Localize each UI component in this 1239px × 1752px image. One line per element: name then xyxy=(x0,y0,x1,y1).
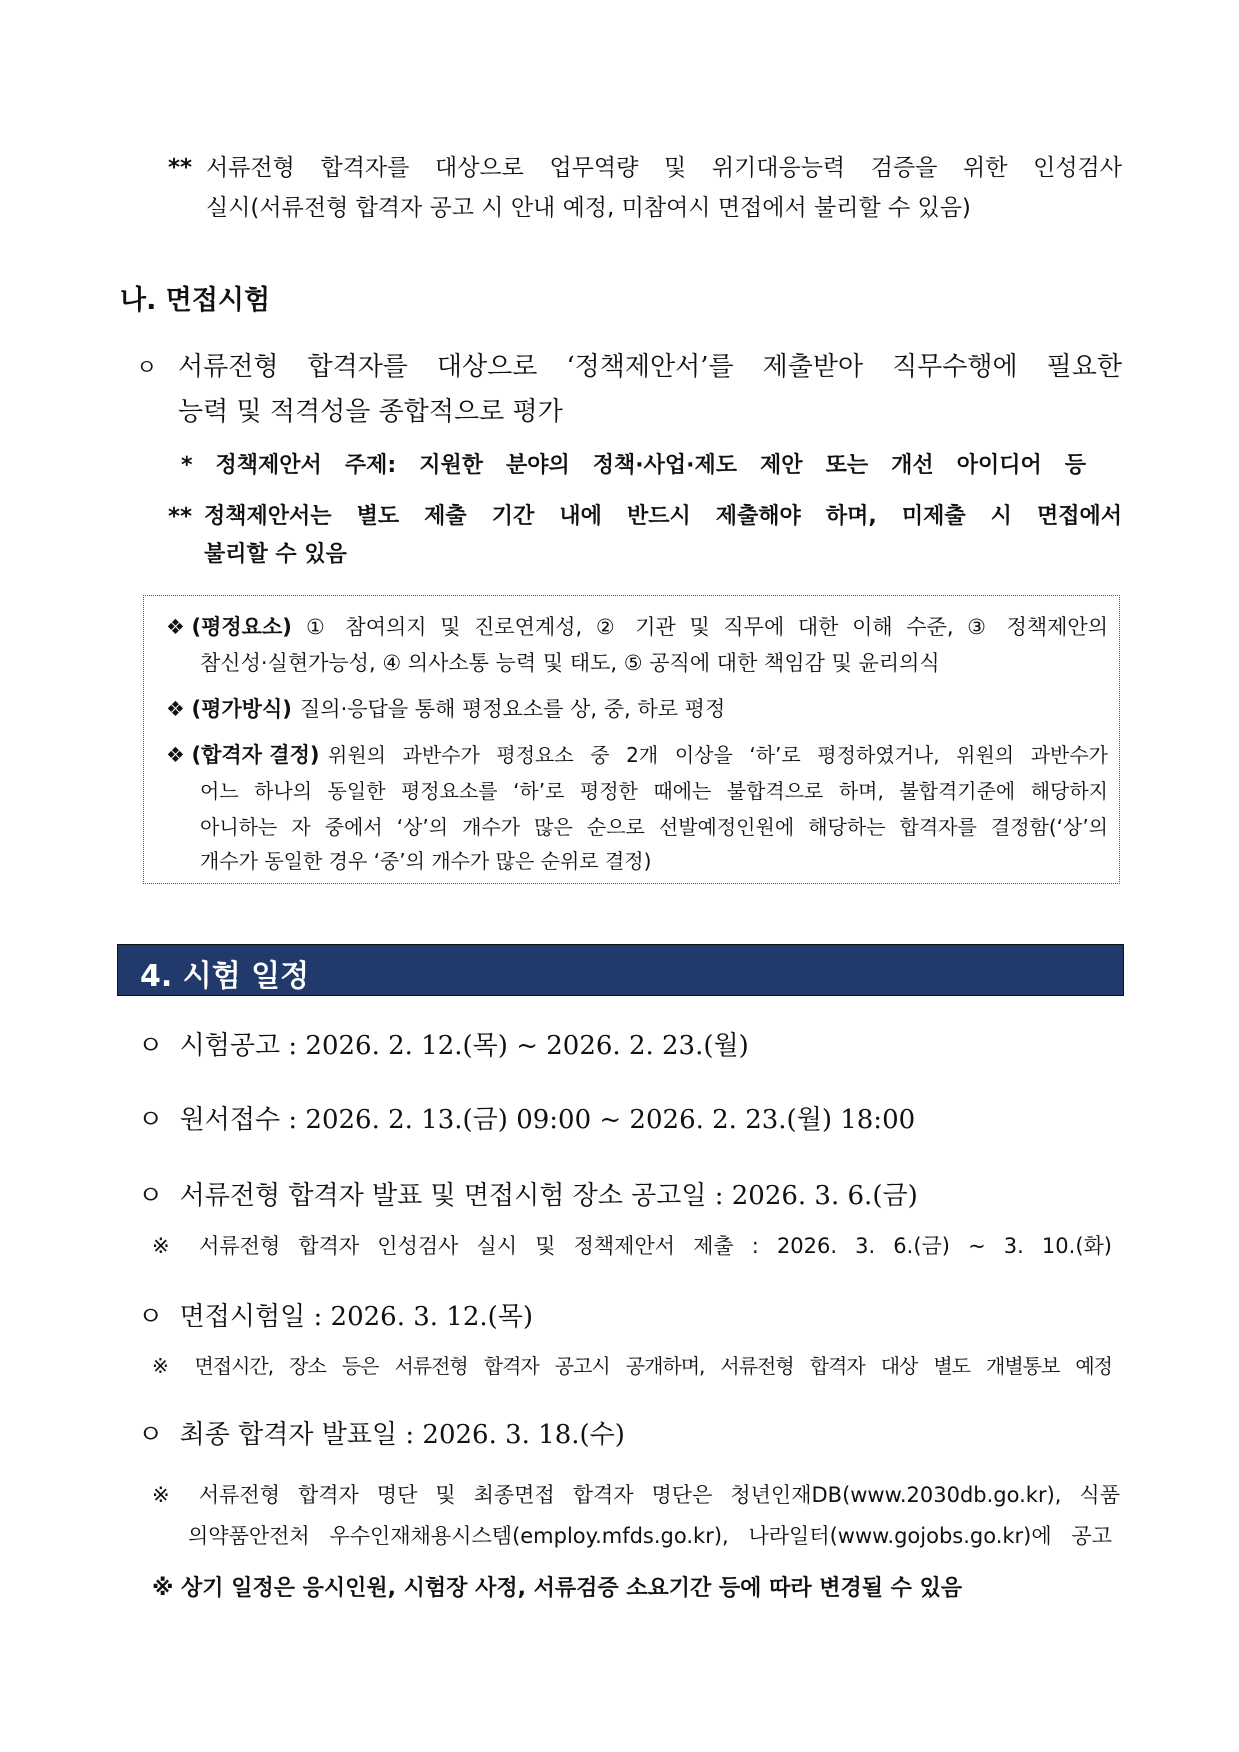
section-title: 4. 시험 일정 xyxy=(140,959,310,994)
schedule-item: ㅇ 서류전형 합격자 발표 및 면접시험 장소 공고일 : 2026. 3. 6.(금) xyxy=(138,1181,918,1211)
schedule-note: ※ 서류전형 합격자 명단 및 최종면접 합격자 명단은 청년인재DB(www.2030db.go.kr), 식품 xyxy=(152,1483,1120,1507)
schedule-text: 서류전형 합격자 발표 및 면접시험 장소 공고일 : 2026. 3. 6.(금) xyxy=(179,1181,918,1211)
item-text: 어느 하나의 동일한 평정요소를 ‘하’로 평정한 때에는 불합격으로 하며, 불합격기준에 해당하지 xyxy=(200,779,1108,803)
note-line: 실시(서류전형 합격자 공고 시 안내 예정, 미참여시 면접에서 불리할 수 있음) xyxy=(206,195,971,221)
item-text: 질의·응답을 통해 평정요소를 상, 중, 하로 평정 xyxy=(300,697,726,721)
schedule-item: ㅇ 면접시험일 : 2026. 3. 12.(목) xyxy=(138,1302,534,1332)
interview-note: 정책제안서는 별도 제출 기간 내에 반드시 제출해야 하며, 미제출 시 면접에서 xyxy=(204,504,1122,529)
bullet: ㅇ xyxy=(136,356,158,381)
schedule-final-note: ※ 상기 일정은 응시인원, 시험장 사정, 서류검증 소요기간 등에 따라 변경될 수 있음 xyxy=(152,1576,963,1601)
section-heading-interview: 나. 면접시험 xyxy=(120,285,271,316)
item-label: (합격자 결정) xyxy=(191,743,320,767)
schedule-note: ※ 면접시간, 장소 등은 서류전형 합격자 공고시 공개하며, 서류전형 합격자 대상 별도 개별통보 예정 xyxy=(152,1354,1112,1378)
interview-desc: 서류전형 합격자를 대상으로 ‘정책제안서’를 제출받아 직무수행에 필요한 xyxy=(178,352,1122,382)
schedule-text: 원서접수 : 2026. 2. 13.(금) 09:00 ~ 2026. 2. 23.(월) 18:00 xyxy=(179,1105,916,1135)
schedule-item: ㅇ 최종 합격자 발표일 : 2026. 3. 18.(수) xyxy=(138,1420,625,1450)
section-header-schedule xyxy=(117,944,1124,996)
interview-note: 불리할 수 있음 xyxy=(204,542,347,567)
schedule-note: ※ 서류전형 합격자 인성검사 실시 및 정책제안서 제출 : 2026. 3. 6.(금) ~ 3. 10.(화) xyxy=(152,1234,1112,1258)
schedule-item: ㅇ 시험공고 : 2026. 2. 12.(목) ~ 2026. 2. 23.(월) xyxy=(138,1031,749,1061)
item-text: 위원의 과반수가 평정요소 중 2개 이상을 ‘하’로 평정하였거나, 위원의 과반수가 xyxy=(328,743,1108,767)
interview-desc: 능력 및 적격성을 종합적으로 평가 xyxy=(178,397,563,427)
item-text: 아니하는 자 중에서 ‘상’의 개수가 많은 순으로 선발예정인원에 해당하는 합격자를 결정함(‘상’의 xyxy=(200,815,1108,839)
item-text: ① 참여의지 및 진로연계성, ② 기관 및 직무에 대한 이해 수준, ③ 정책제안의 xyxy=(306,615,1108,639)
schedule-item: ㅇ 원서접수 : 2026. 2. 13.(금) 09:00 ~ 2026. 2. 23.(월) 18:00 xyxy=(138,1105,916,1135)
note-prefix: ** xyxy=(168,504,193,530)
note-prefix: ** xyxy=(168,155,193,181)
schedule-text: 시험공고 : 2026. 2. 12.(목) ~ 2026. 2. 23.(월) xyxy=(179,1031,749,1061)
interview-note: * 정책제안서 주제: 지원한 분야의 정책·사업·제도 제안 또는 개선 아이디어 등 xyxy=(181,453,1086,478)
note-line: 서류전형 합격자를 대상으로 업무역량 및 위기대응능력 검증을 위한 인성검사 xyxy=(206,155,1122,181)
item-label: (평정요소) xyxy=(191,615,292,639)
item-text: 개수가 동일한 경우 ‘중’의 개수가 많은 순위로 결정) xyxy=(200,849,652,873)
item-text: 참신성·실현가능성, ④ 의사소통 능력 및 태도, ⑤ 공직에 대한 책임감 및 윤리의식 xyxy=(200,651,940,675)
schedule-note: 의약품안전처 우수인재채용시스템(employ.mfds.go.kr), 나라일터(www.gojobs.go.kr)에 공고 xyxy=(188,1524,1112,1548)
schedule-text: 면접시험일 : 2026. 3. 12.(목) xyxy=(179,1302,534,1332)
item-label: (평가방식) xyxy=(191,697,292,721)
schedule-text: 최종 합격자 발표일 : 2026. 3. 18.(수) xyxy=(179,1420,625,1450)
